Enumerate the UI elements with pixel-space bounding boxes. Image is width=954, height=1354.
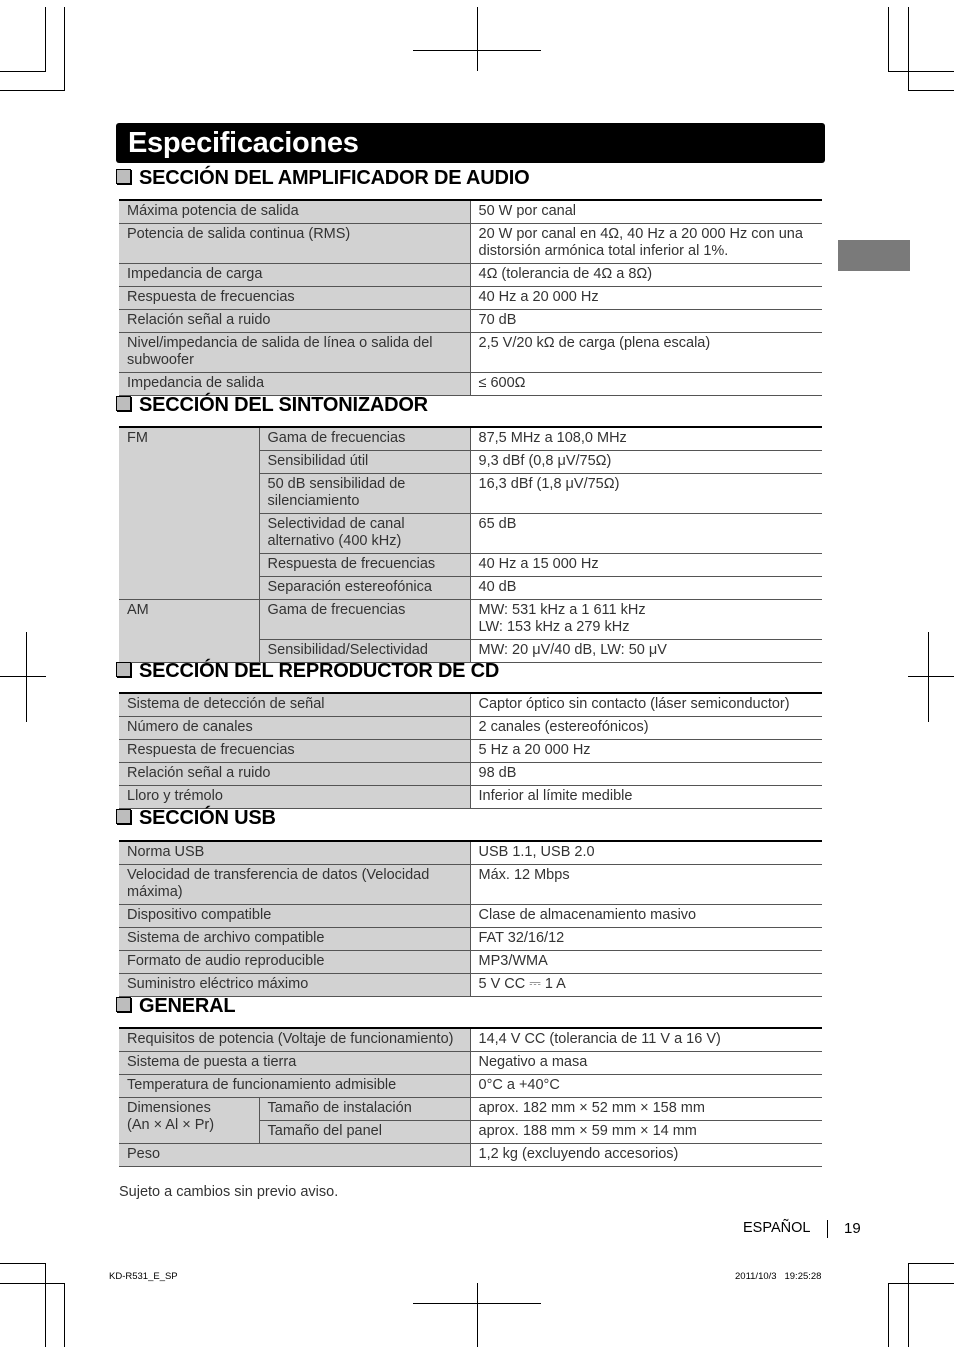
spec-value: 2,5 V/20 kΩ de carga (plena escala) — [470, 333, 822, 373]
section-heading-amplifier: SECCIÓN DEL AMPLIFICADOR DE AUDIO — [116, 167, 529, 190]
spec-value: ≤ 600Ω — [470, 373, 822, 396]
page-number: 19 — [844, 1220, 861, 1237]
spec-value: 98 dB — [470, 763, 822, 786]
footer-language: ESPAÑOL — [743, 1220, 811, 1236]
spec-group-fm: FM — [119, 428, 259, 600]
section-heading-usb: SECCIÓN USB — [116, 807, 276, 830]
crop-mark — [908, 90, 954, 91]
spec-value: Negativo a masa — [470, 1052, 822, 1075]
spec-value: Máx. 12 Mbps — [470, 865, 822, 905]
crop-mark — [64, 7, 65, 91]
spec-value: 20 W por canal en 4Ω, 40 Hz a 20 000 Hz con una distorsión armónica total inferior al 1%. — [470, 224, 822, 264]
spec-value: 70 dB — [470, 310, 822, 333]
page-title-bar — [116, 123, 825, 163]
table-row — [119, 1098, 822, 1121]
spec-value: 5 Hz a 20 000 Hz — [470, 740, 822, 763]
crop-mark — [908, 1263, 954, 1264]
cd-spec-table — [119, 694, 822, 809]
crop-mark — [888, 1283, 889, 1347]
spec-value: 14,4 V CC (tolerancia de 11 V a 16 V) — [470, 1029, 822, 1052]
spec-value: MW: 20 μV/40 dB, LW: 50 μV — [470, 640, 822, 663]
section-heading-cd: SECCIÓN DEL REPRODUCTOR DE CD — [116, 660, 499, 683]
spec-label: Gama de frecuencias — [259, 600, 470, 640]
spec-label: Máxima potencia de salida — [119, 201, 470, 224]
spec-value: 1,2 kg (excluyendo accesorios) — [470, 1144, 822, 1167]
spec-label: Sistema de archivo compatible — [119, 928, 470, 951]
spec-label: Velocidad de transferencia de datos (Velocidad máxima) — [119, 865, 470, 905]
crop-mark — [908, 7, 909, 91]
spec-label: Requisitos de potencia (Voltaje de funcionamiento) — [119, 1029, 470, 1052]
spec-label: Potencia de salida continua (RMS) — [119, 224, 470, 264]
spec-label: Tamaño de instalación — [259, 1098, 470, 1121]
section-square-icon — [116, 809, 131, 824]
footer-divider — [827, 1220, 828, 1238]
spec-label: 50 dB sensibilidad de silenciamiento — [259, 474, 470, 514]
table-row — [119, 600, 822, 640]
spec-group-dimensions: Dimensiones (An × Al × Pr) — [119, 1098, 259, 1144]
table-row — [119, 974, 822, 997]
spec-value: 87,5 MHz a 108,0 MHz — [470, 428, 822, 451]
spec-label: Selectividad de canal alternativo (400 kHz) — [259, 514, 470, 554]
spec-label: Sensibilidad/Selectividad — [259, 640, 470, 663]
language-tab — [838, 240, 910, 271]
spec-label: Gama de frecuencias — [259, 428, 470, 451]
section-heading-tuner: SECCIÓN DEL SINTONIZADOR — [116, 394, 428, 417]
section-square-icon — [116, 396, 131, 411]
print-file-name: KD-R531_E_SP — [109, 1271, 178, 1282]
spec-value: Inferior al límite medible — [470, 786, 822, 809]
spec-label: Relación señal a ruido — [119, 763, 470, 786]
table-row — [119, 694, 822, 717]
crop-mark — [0, 1283, 65, 1284]
table-row — [119, 717, 822, 740]
spec-value: 2 canales (estereofónicos) — [470, 717, 822, 740]
table-row — [119, 264, 822, 287]
spec-value: 5 V CC ⎓ 1 A — [470, 974, 822, 997]
table-row — [119, 428, 822, 451]
spec-value: 16,3 dBf (1,8 μV/75Ω) — [470, 474, 822, 514]
spec-label: Sistema de detección de señal — [119, 694, 470, 717]
table-row — [119, 865, 822, 905]
table-row — [119, 928, 822, 951]
table-row — [119, 763, 822, 786]
crop-mark — [928, 632, 929, 722]
table-row — [119, 905, 822, 928]
table-row — [119, 951, 822, 974]
spec-value: aprox. 182 mm × 52 mm × 158 mm — [470, 1098, 822, 1121]
crop-mark — [908, 676, 954, 677]
spec-label: Sensibilidad útil — [259, 451, 470, 474]
spec-value: MP3/WMA — [470, 951, 822, 974]
spec-label: Temperatura de funcionamiento admisible — [119, 1075, 470, 1098]
spec-label: Norma USB — [119, 842, 470, 865]
spec-label: Respuesta de frecuencias — [259, 554, 470, 577]
spec-value: 40 Hz a 20 000 Hz — [470, 287, 822, 310]
table-row — [119, 842, 822, 865]
spec-label: Relación señal a ruido — [119, 310, 470, 333]
section-square-icon — [116, 169, 131, 184]
crop-mark — [0, 1263, 46, 1264]
table-row — [119, 1075, 822, 1098]
spec-value: 4Ω (tolerancia de 4Ω a 8Ω) — [470, 264, 822, 287]
spec-label: Impedancia de carga — [119, 264, 470, 287]
spec-value: 50 W por canal — [470, 201, 822, 224]
disclaimer-note: Sujeto a cambios sin previo aviso. — [119, 1184, 339, 1200]
spec-value: 40 Hz a 15 000 Hz — [470, 554, 822, 577]
spec-value: 0°C a +40°C — [470, 1075, 822, 1098]
spec-label: Peso — [119, 1144, 470, 1167]
table-row — [119, 224, 822, 264]
spec-label: Lloro y trémolo — [119, 786, 470, 809]
crop-mark — [64, 1283, 65, 1347]
spec-label: Dispositivo compatible — [119, 905, 470, 928]
spec-label: Tamaño del panel — [259, 1121, 470, 1144]
crop-mark — [0, 90, 65, 91]
table-row — [119, 1029, 822, 1052]
spec-label: Impedancia de salida — [119, 373, 470, 396]
crop-mark — [26, 632, 27, 722]
spec-value: Clase de almacenamiento masivo — [470, 905, 822, 928]
table-row — [119, 786, 822, 809]
table-row — [119, 1052, 822, 1075]
spec-value: Captor óptico sin contacto (láser semiconductor) — [470, 694, 822, 717]
spec-label: Número de canales — [119, 717, 470, 740]
crop-mark — [888, 1283, 954, 1284]
spec-label: Formato de audio reproducible — [119, 951, 470, 974]
spec-value: MW: 531 kHz a 1 611 kHz LW: 153 kHz a 279 kHz — [470, 600, 822, 640]
usb-spec-table — [119, 842, 822, 997]
table-row — [119, 1144, 822, 1167]
crop-mark — [888, 7, 889, 72]
table-row — [119, 333, 822, 373]
spec-value: USB 1.1, USB 2.0 — [470, 842, 822, 865]
spec-label: Respuesta de frecuencias — [119, 740, 470, 763]
crop-mark — [477, 7, 478, 71]
spec-label: Respuesta de frecuencias — [119, 287, 470, 310]
crop-mark — [0, 676, 46, 677]
table-row — [119, 310, 822, 333]
table-row — [119, 201, 822, 224]
spec-label: Separación estereofónica — [259, 577, 470, 600]
spec-label: Nivel/impedancia de salida de línea o salida del subwoofer — [119, 333, 470, 373]
spec-value: aprox. 188 mm × 59 mm × 14 mm — [470, 1121, 822, 1144]
spec-value: 40 dB — [470, 577, 822, 600]
crop-mark — [477, 1283, 478, 1347]
page-title: Especificaciones — [128, 127, 359, 159]
spec-value: 65 dB — [470, 514, 822, 554]
spec-label: Sistema de puesta a tierra — [119, 1052, 470, 1075]
section-heading-general: GENERAL — [116, 995, 235, 1018]
crop-mark — [0, 71, 46, 72]
table-row — [119, 740, 822, 763]
table-row — [119, 373, 822, 396]
table-row — [119, 287, 822, 310]
crop-mark — [908, 1263, 909, 1347]
tuner-spec-table — [119, 428, 822, 663]
section-square-icon — [116, 662, 131, 677]
spec-value: 9,3 dBf (0,8 μV/75Ω) — [470, 451, 822, 474]
crop-mark — [45, 1263, 46, 1347]
section-square-icon — [116, 997, 131, 1012]
amplifier-spec-table — [119, 201, 822, 396]
general-spec-table — [119, 1029, 822, 1167]
print-timestamp: 2011/10/3 19:25:28 — [735, 1271, 822, 1282]
crop-mark — [888, 71, 954, 72]
crop-mark — [45, 7, 46, 72]
spec-value: FAT 32/16/12 — [470, 928, 822, 951]
spec-group-am: AM — [119, 600, 259, 663]
spec-label: Suministro eléctrico máximo — [119, 974, 470, 997]
